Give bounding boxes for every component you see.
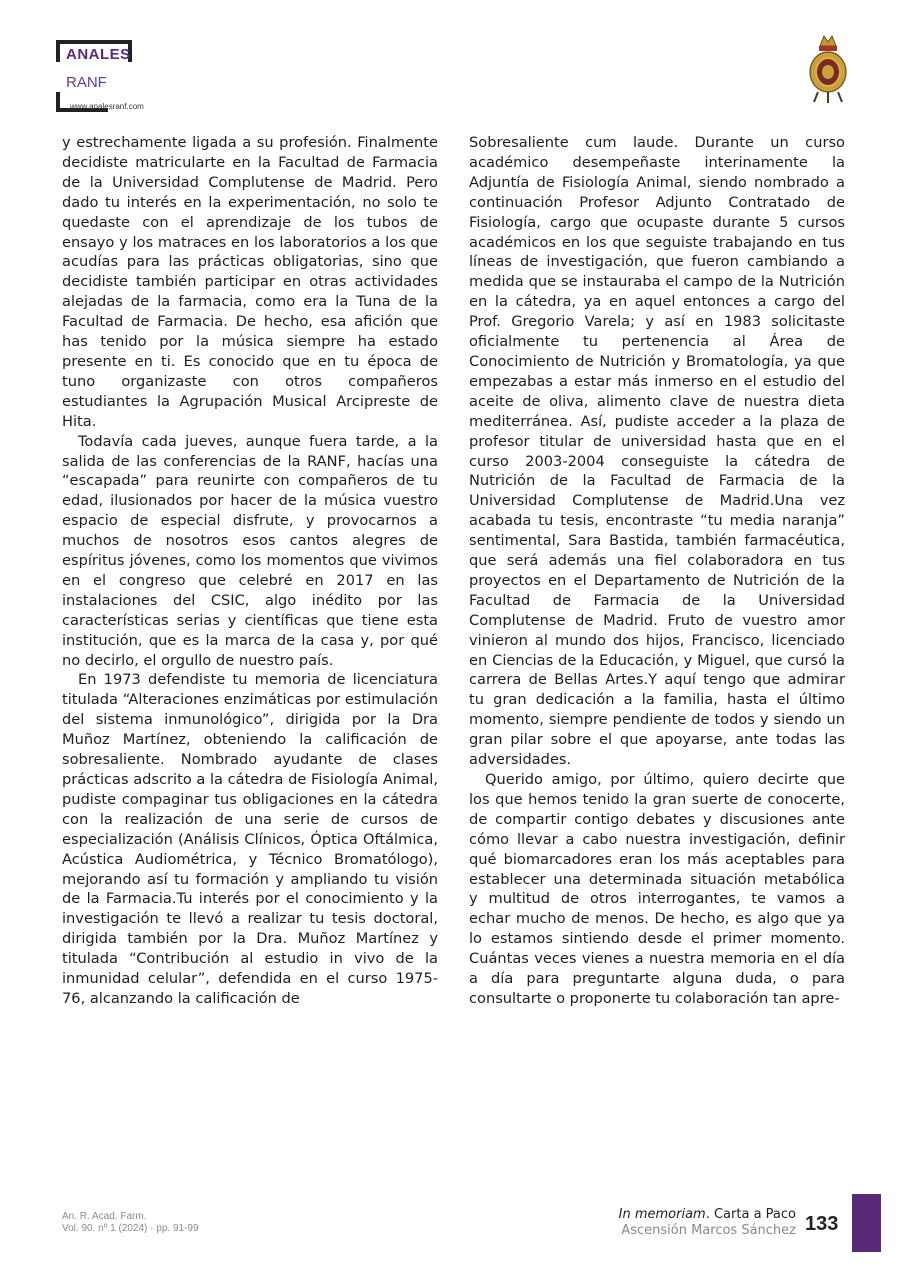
paragraph: Sobresaliente cum laude. Durante un curso académico desempeñaste interinamente la Adjuntía de Fisiología Animal, siendo nombrado a continuación Profesor Adjunto Contratado de Fisiología, cargo que ocupaste durante 5 cursos académicos en los que seguiste trabajando en tus líneas de investigación, que fueron cambiando a medida que se instauraba el campo de la Nutrición en la cátedra, ya en aquel entonces a cargo del Prof. Gregorio Varela; y así en 1983 solicitaste oficialmente tu pertenencia al Área de Conocimiento de Nutrición y Bromatología, ya que empezabas a estar más inmerso en el estudio del aceite de oliva, alimento clave de nuestra dieta mediterránea. Así, pudiste acceder a la plaza de profesor titular de universidad hasta que en el curso 2003-2004 conseguiste la cátedra de Nutrición de la Facultad de Farmacia de la Universidad Complutense de Madrid.Una vez acabada tu tesis, encontraste “tu media naranja” sentimental, Sara Bastida, también farmacéutica, que será además una fiel colaboradora en tus proyectos en el Departamento de Nutrición de la Facultad de Farmacia de la Universidad Complutense de Madrid. Fruto de vuestro amor vinieron al mundo dos hijos, Francisco, licenciado en Ciencias de la Educación, y Miguel, que cursó la carrera de Bellas Artes.Y aquí tengo que admirar tu gran dedicación a la familia, hasta el último momento, siempre pendiente de todos y siendo un gran pilar sobre el que apoyarse, ante todas las adversidades. <box>469 134 845 769</box>
article-title-italic: In memoriam <box>618 1207 706 1222</box>
left-column <box>62 133 438 1009</box>
article-title <box>619 1207 796 1223</box>
page-number: 133 <box>805 1213 839 1235</box>
academy-seal-icon <box>806 32 850 104</box>
journal-volume: Vol. 90. nº 1 (2024) · pp. 91-99 <box>62 1223 199 1234</box>
paragraph: Querido amigo, por último, quiero decirte que los que hemos tenido la gran suerte de conocerte, de compartir contigo debates y discusiones ante cómo llevar a cabo nuestra investigación, definir qué biomarcadores eran los más aceptables para establecer una determinada situación metabólica y multitud de otros interrogantes, te vamos a echar mucho de menos. De hecho, es algo que ya lo estamos sintiendo desde el primer momento. Cuántas veces vienes a nuestra memoria en el día a día para preguntarte alguna duda, o para consultarte o proponerte tu colaboración tan apre- <box>469 771 845 1007</box>
article-title-rest: . Carta a Paco <box>705 1207 796 1222</box>
running-footer <box>619 1207 796 1239</box>
logo-anales-text: ANALES <box>66 46 131 63</box>
paragraph: y estrechamente ligada a su profesión. Finalmente decidiste matricularte en la Facultad de Farmacia de la Universidad Complutense de Madrid. Pero dado tu interés en la experimentación, no solo te quedaste con el aprendizaje de los tubos de ensayo y los matraces en los laboratorios a los que acudías para las prácticas obligatorias, sino que decidiste también participar en otras actividades alejadas de la farmacia, como era la Tuna de la Facultad de Farmacia. De hecho, esa afición que has tenido por la música siempre ha estado presente en ti. Es conocido que en tu época de tuno organizaste con otros compañeros estudiantes la Agrupación Musical Arcipreste de Hita. <box>62 134 438 430</box>
journal-name: An. R. Acad. Farm. <box>62 1211 147 1222</box>
journal-logo <box>56 36 196 116</box>
right-column <box>469 133 845 1009</box>
logo-url: www.analesranf.com <box>70 102 144 111</box>
paragraph: Todavía cada jueves, aunque fuera tarde, a la salida de las conferencias de la RANF, hacías una “escapada” para reunirte con compañeros de tu edad, ilusionados por hacer de la música vuestro espacio de especial disfrute, y provocarnos a muchos de nosotros esos cantos alegres de espíritus jóvenes, como los momentos que vivimos en el congreso que celebré en 2017 en las instalaciones del CSIC, algo inédito por las características serias y científicas que tiene esta institución, que es la marca de la casa y, por qué no decirlo, el orgullo de nuestro país. <box>62 432 438 669</box>
journal-citation <box>62 1211 199 1235</box>
page-tab-bar <box>852 1194 881 1252</box>
logo-ranf-text: RANF <box>66 74 107 91</box>
paragraph: En 1973 defendiste tu memoria de licenciatura titulada “Alteraciones enzimáticas por estimulación del sistema inmunológico”, dirigida por la Dra Muñoz Martínez, obteniendo la calificación de sobresaliente. Nombrado ayudante de clases prácticas adscrito a la cátedra de Fisiología Animal, pudiste compaginar tus obligaciones en la cátedra con la realización de una serie de cursos de especialización (Análisis Clínicos, Óptica Oftálmica, Acústica Audiométrica, y Técnico Bromatólogo), mejorando así tu formación y ampliando tu visión de la Farmacia.Tu interés por el conocimiento y la investigación te llevó a realizar tu tesis doctoral, dirigida también por la Dra. Muñoz Martínez y titulada “Contribución al estudio in vivo de la inmunidad celular”, defendida en el curso 1975-76, alcanzando la calificación de <box>62 671 439 1007</box>
logo-bracket <box>56 40 132 44</box>
article-author: Ascensión Marcos Sánchez <box>621 1223 796 1238</box>
